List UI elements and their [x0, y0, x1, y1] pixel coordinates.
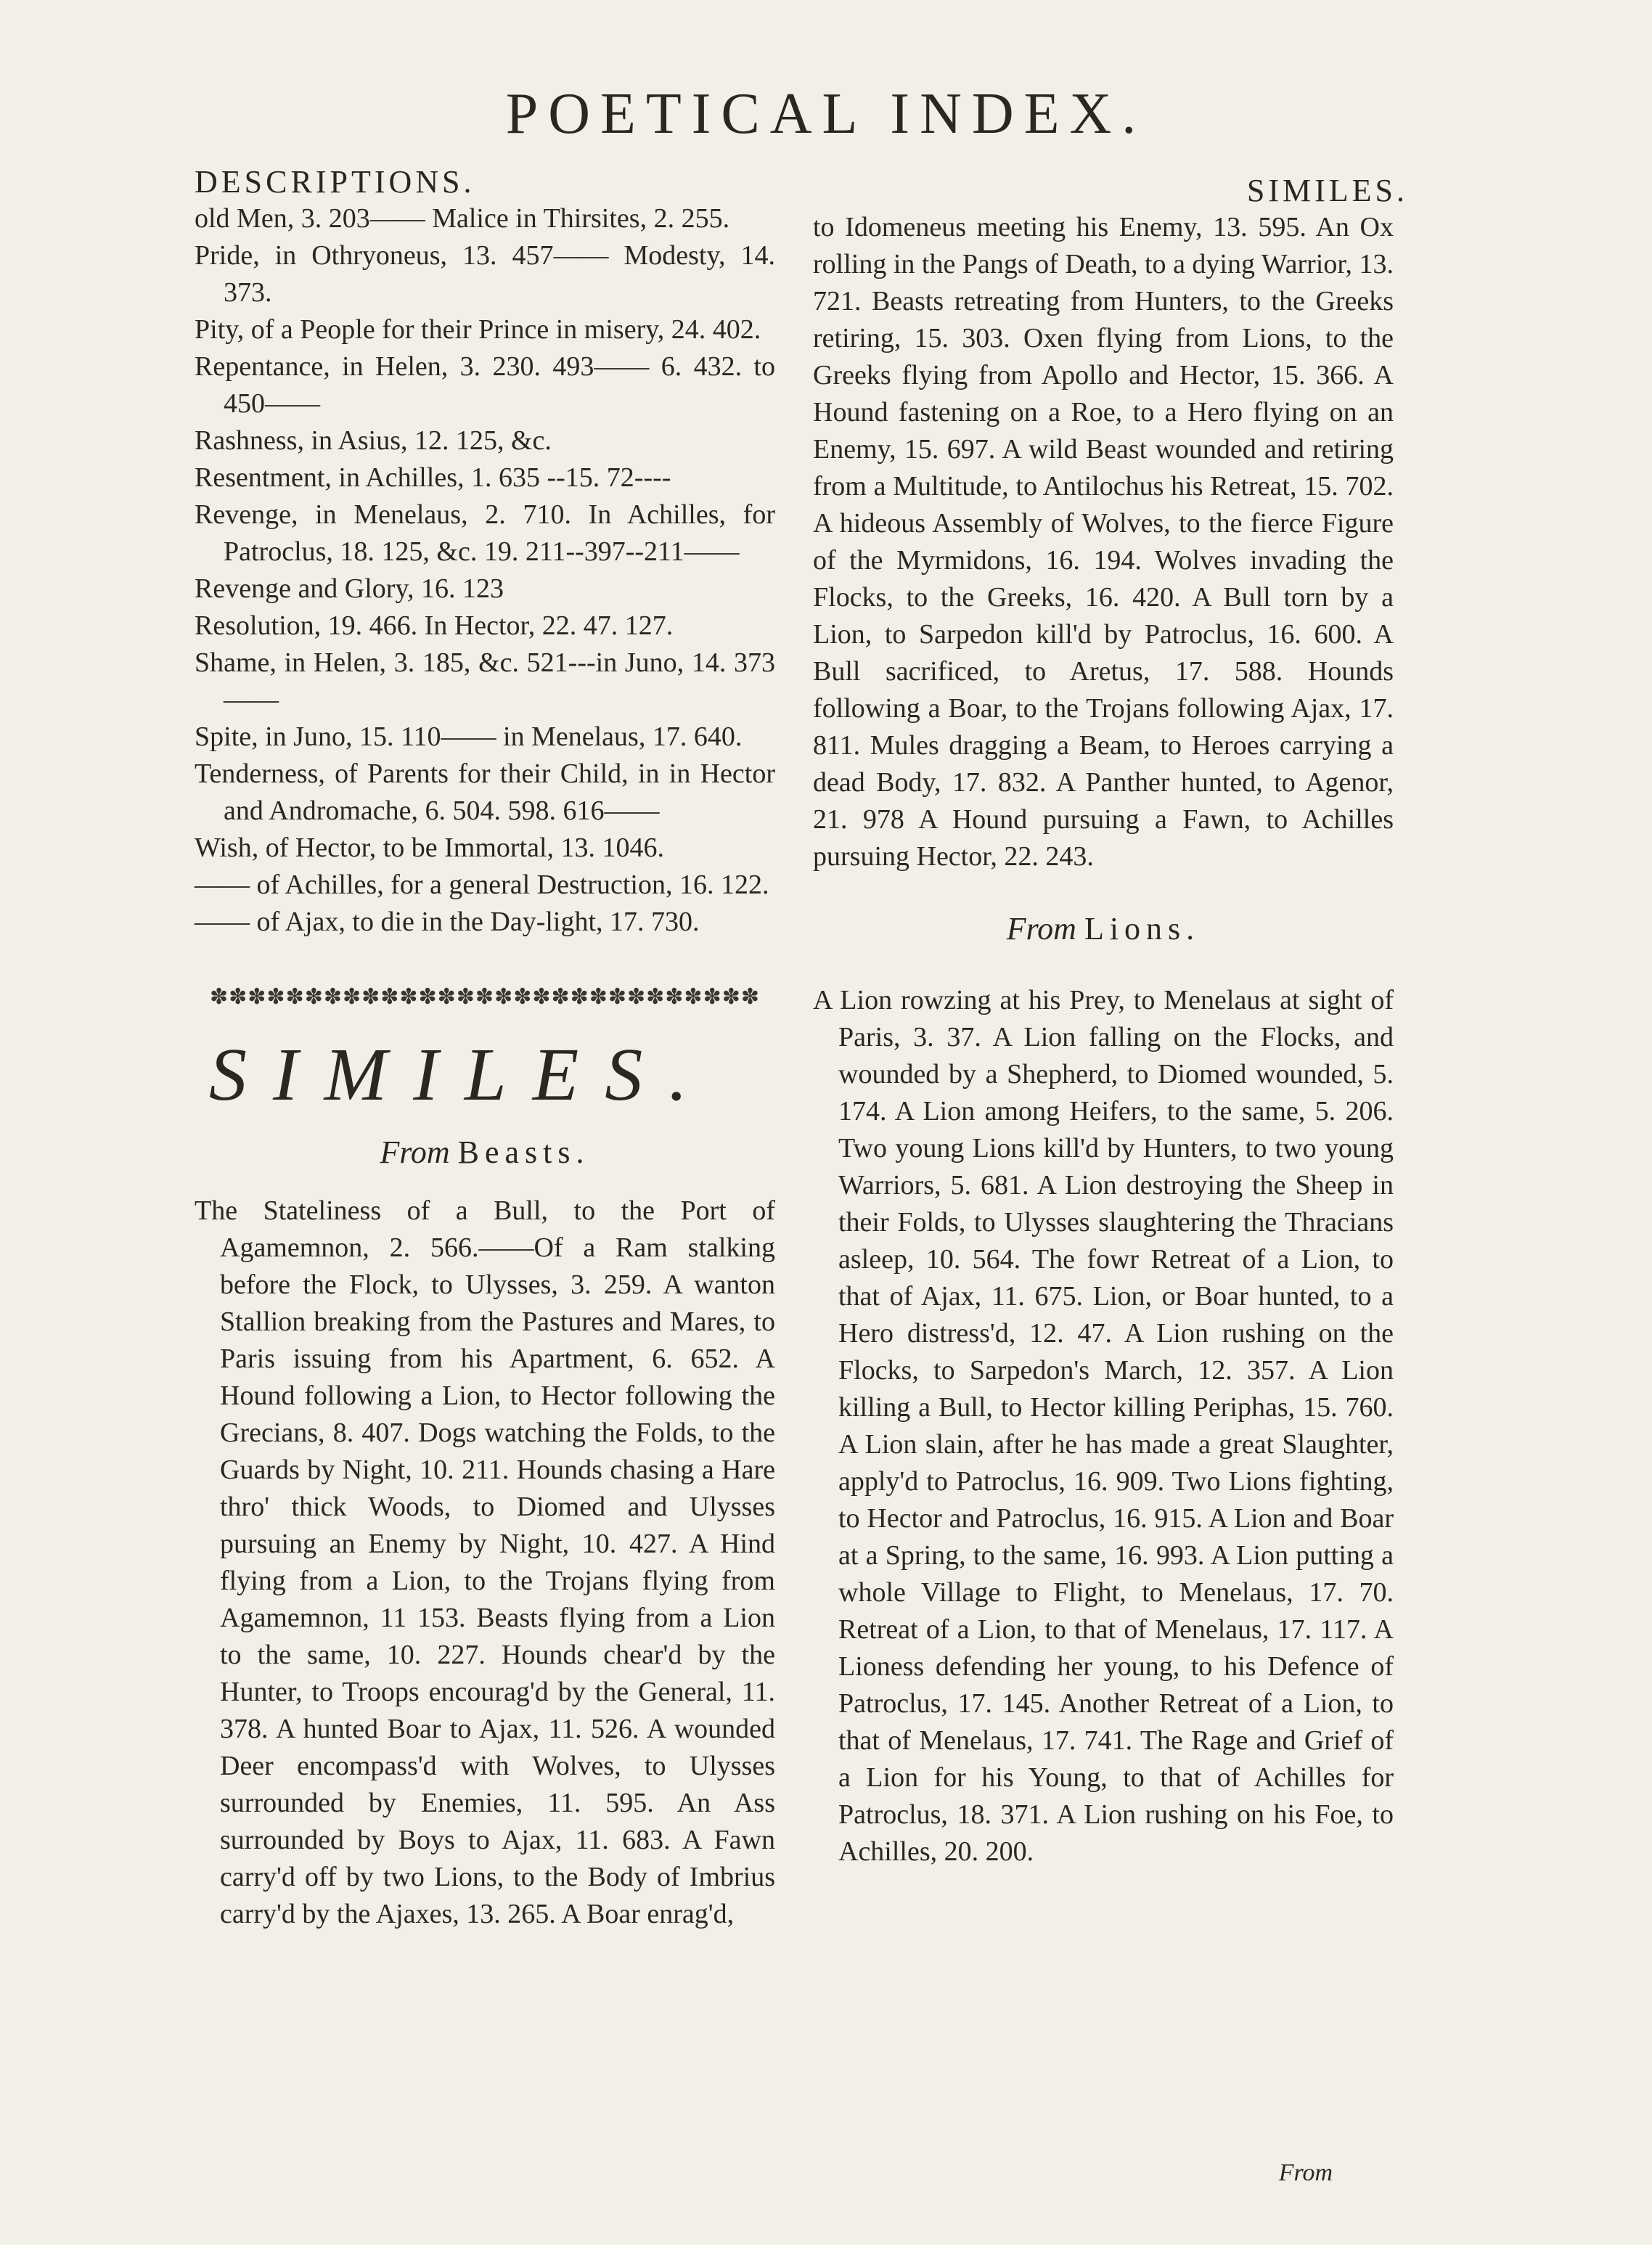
list-item: —— of Achilles, for a general Destruction, 16. 122.: [195, 870, 769, 900]
left-column: [195, 163, 775, 1933]
from-lions-heading: [813, 910, 1394, 947]
list-item: Pity, of a People for their Prince in misery, 24. 402.: [195, 314, 761, 345]
descriptions-heading: DESCRIPTIONS.: [195, 164, 475, 200]
similes-running-head: SIMILES.: [1246, 173, 1408, 208]
beasts-continued-paragraph: to Idomeneus meeting his Enemy, 13. 595. An Ox rolling in the Pangs of Death, to a dying Warrior, 13. 721. Beasts retreating from Hunters, to the Greeks retiring, 15. 303. Oxen flying from Lions, to the Greeks flying from Apollo and Hector, 15. 366. A Hound fastening on a Roe, to a Hero flying on an Enemy, 15. 697. A wild Beast wounded and retiring from a Multitude, to Antilochus his Retreat, 15. 702. A hideous Assembly of Wolves, to the fierce Figure of the Myrmidons, 16. 194. Wolves invading the Flocks, to the Greeks, 16. 420. A Bull torn by a Lion, to Sarpedon kill'd by Patroclus, 16. 600. A Bull sacrificed, to Aretus, 17. 588. Hounds following a Boar, to the Trojans following Ajax, 17. 811. Mules dragging a Beam, to Heroes carrying a dead Body, 17. 832. A Panther hunted, to Agenor, 21. 978 A Hound pursuing a Fawn, to Achilles pursuing Hector, 22. 243.: [813, 212, 1394, 872]
list-item: Rashness, in Asius, 12. 125, &c.: [195, 425, 552, 456]
lions-word: Lions.: [1084, 911, 1201, 946]
list-item: old Men, 3. 203—— Malice in Thirsites, 2. 255.: [195, 203, 730, 234]
list-item: Revenge, in Menelaus, 2. 710. In Achilles, for Patroclus, 18. 125, &c. 19. 211--397--211——: [195, 499, 775, 567]
list-item: Spite, in Juno, 15. 110—— in Menelaus, 17. 640.: [195, 721, 743, 752]
list-item: Pride, in Othryoneus, 13. 457—— Modesty, 14. 373.: [195, 240, 775, 308]
right-column: [813, 163, 1408, 1870]
list-item: Resolution, 19. 466. In Hector, 22. 47. 127.: [195, 610, 674, 641]
page-title: POETICAL INDEX.: [505, 82, 1147, 146]
list-item: Revenge and Glory, 16. 123: [195, 573, 504, 604]
from-beasts-heading: [195, 1134, 775, 1171]
catchword: From: [1278, 2159, 1333, 2186]
similes-title: SIMILES.: [209, 1033, 714, 1116]
list-item: Shame, in Helen, 3. 185, &c. 521---in Juno, 14. 373——: [195, 647, 775, 715]
from-word: From: [380, 1134, 450, 1170]
descriptions-list: [195, 200, 775, 941]
list-item: Repentance, in Helen, 3. 230. 493—— 6. 432. to 450——: [195, 351, 775, 419]
list-item: Tenderness, of Parents for their Child, in in Hector and Andromache, 6. 504. 598. 616——: [195, 758, 775, 826]
list-item: Wish, of Hector, to be Immortal, 13. 1046.: [195, 833, 665, 863]
beasts-word: Beasts.: [457, 1134, 590, 1170]
list-item: Resentment, in Achilles, 1. 635 --15. 72----: [195, 462, 671, 493]
list-item: —— of Ajax, to die in the Day-light, 17. 730.: [195, 907, 700, 937]
star-divider: ✽✽✽✽✽✽✽✽✽✽✽✽✽✽✽✽✽✽✽✽✽✽✽✽✽✽✽✽✽: [210, 985, 760, 1009]
beasts-paragraph: The Stateliness of a Bull, to the Port of Agamemnon, 2. 566.——Of a Ram stalking before the Flock, to Ulysses, 3. 259. A wanton Stallion breaking from the Pastures and Mares, to Paris issuing from his Apartment, 6. 652. A Hound following a Lion, to Hector following the Grecians, 8. 407. Dogs watching the Folds, to the Guards by Night, 10. 211. Hounds chasing a Hare thro' thick Woods, to Diomed and Ulysses pursuing an Enemy by Night, 10. 427. A Hind flying from a Lion, to the Trojans flying from Agamemnon, 11 153. Beasts flying from a Lion to the same, 10. 227. Hounds chear'd by the Hunter, to Troops encourag'd by the General, 11. 378. A hunted Boar to Ajax, 11. 526. A wounded Deer encompass'd with Wolves, to Ulysses surrounded by Enemies, 11. 595. An Ass surrounded by Boys to Ajax, 11. 683. A Fawn carry'd off by two Lions, to the Body of Imbrius carry'd by the Ajaxes, 13. 265. A Boar enrag'd,: [195, 1195, 775, 1929]
lions-paragraph: A Lion rowzing at his Prey, to Menelaus at sight of Paris, 3. 37. A Lion falling on the Flocks, and wounded by a Shepherd, to Diomed wounded, 5. 174. A Lion among Heifers, to the same, 5. 206. Two young Lions kill'd by Hunters, to two young Warriors, 5. 681. A Lion destroying the Sheep in their Folds, to Ulysses slaughtering the Thracians asleep, 10. 564. The fowr Retreat of a Lion, to that of Ajax, 11. 675. Lion, or Boar hunted, to a Hero distress'd, 12. 47. A Lion rushing on the Flocks, to Sarpedon's March, 12. 357. A Lion killing a Bull, to Hector killing Periphas, 15. 760. A Lion slain, after he has made a great Slaughter, apply'd to Patroclus, 16. 909. Two Lions fighting, to Hector and Patroclus, 16. 915. A Lion and Boar at a Spring, to the same, 16. 993. A Lion putting a whole Village to Flight, to Menelaus, 17. 70. Retreat of a Lion, to that of Menelaus, 17. 117. A Lioness defending her young, to his Defence of Patroclus, 17. 145. Another Retreat of a Lion, to that of Menelaus, 17. 741. The Rage and Grief of a Lion for his Young, to that of Achilles for Patroclus, 18. 371. A Lion rushing on his Foe, to Achilles, 20. 200.: [813, 985, 1394, 1867]
from-word: From: [1006, 911, 1076, 946]
